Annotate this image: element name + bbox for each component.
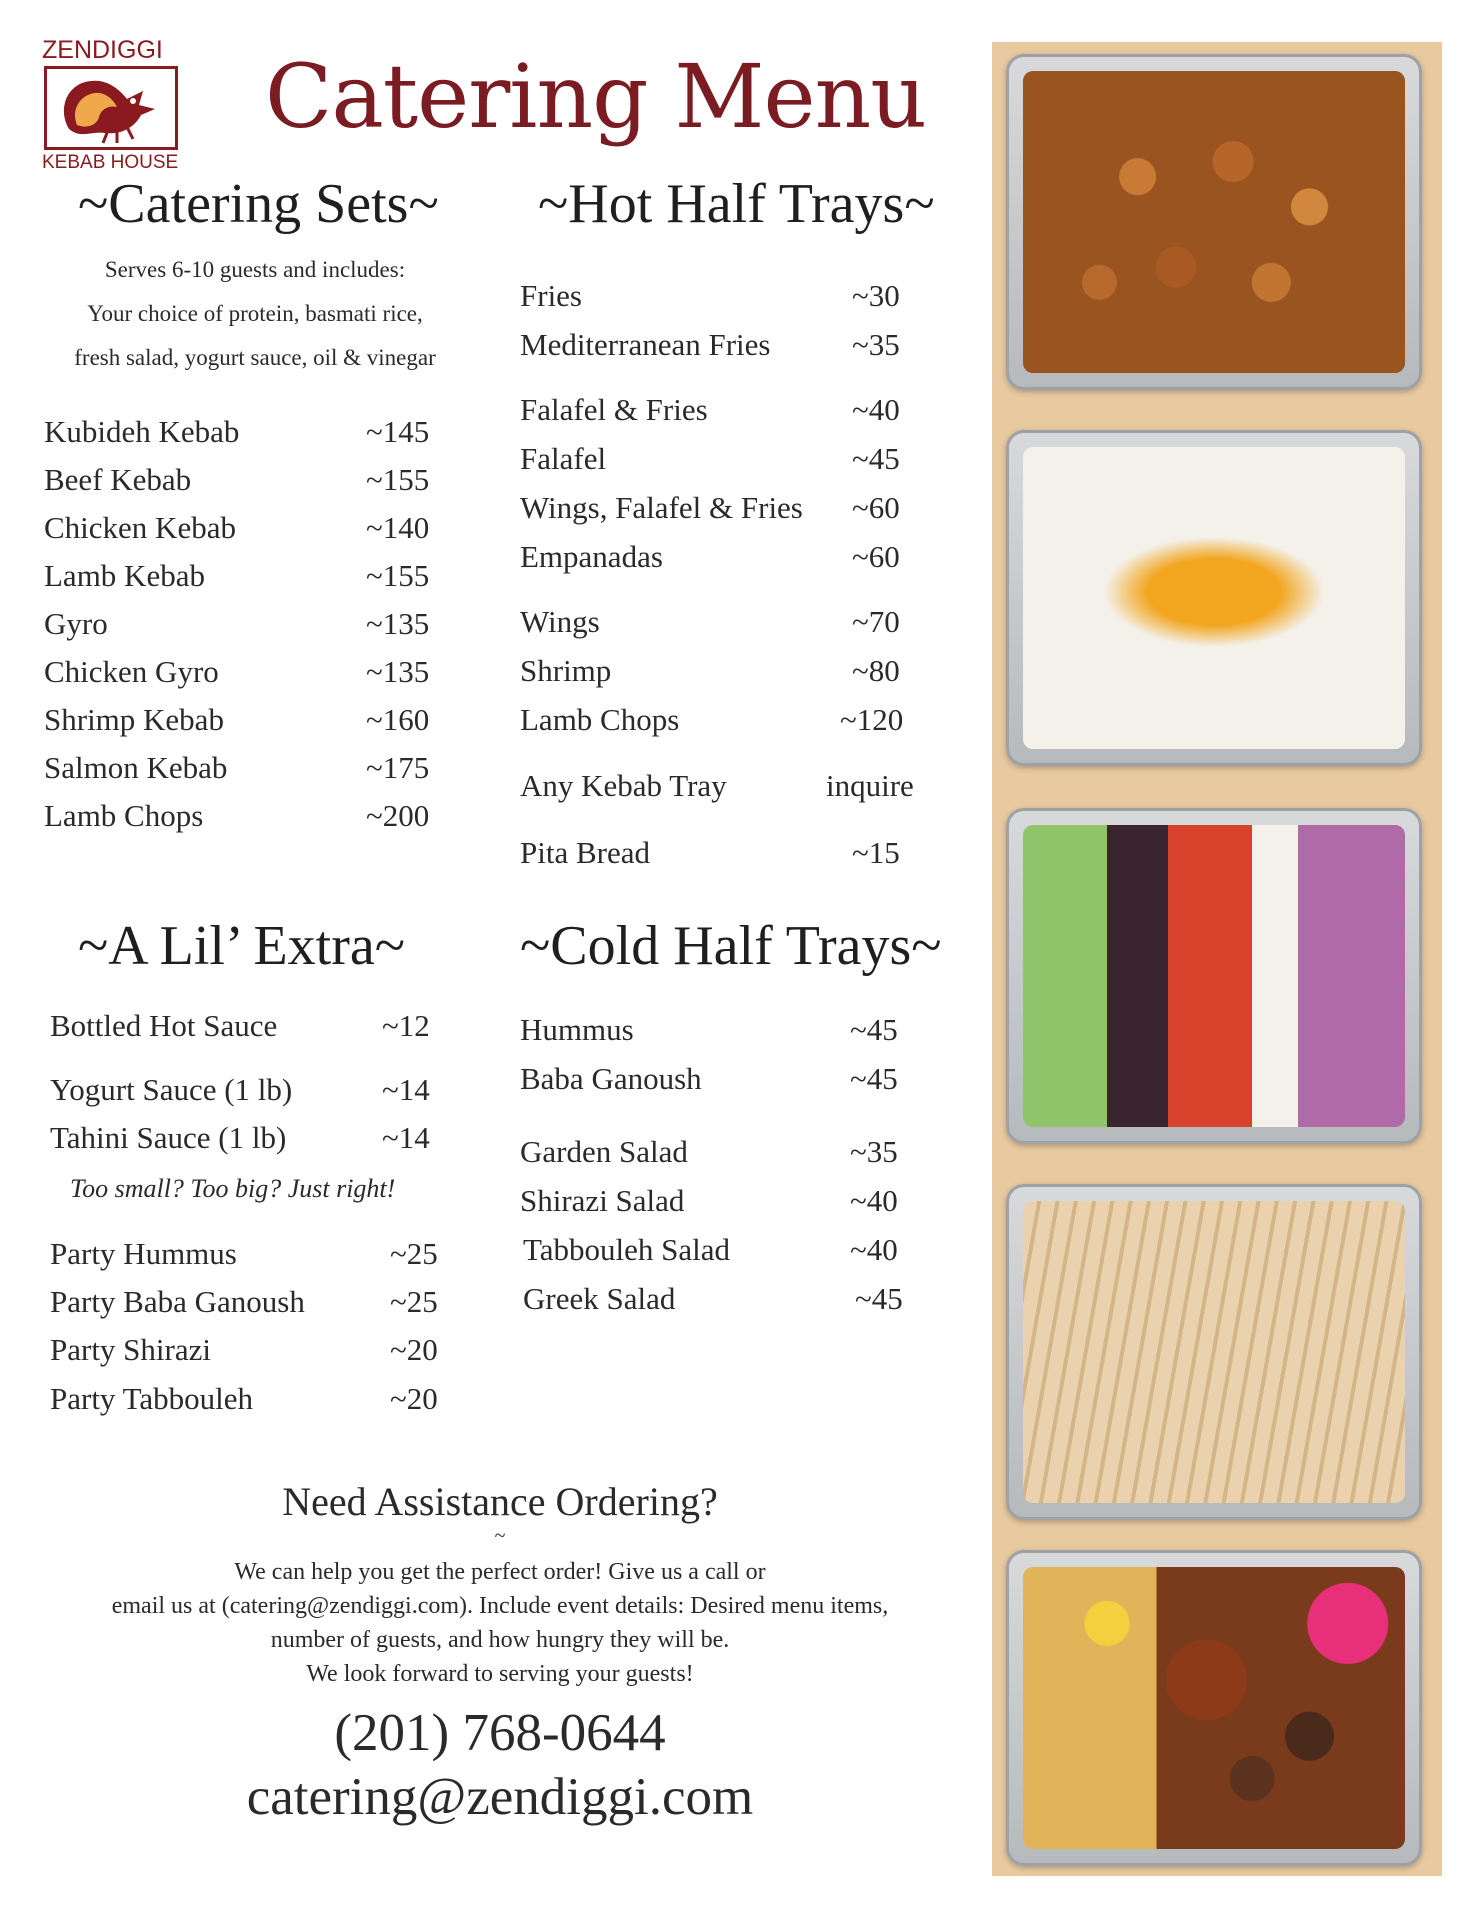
item-price: ~45 <box>855 1281 903 1316</box>
page-title: Catering Menu <box>265 45 926 148</box>
assistance-heading: Need Assistance Ordering? <box>282 1479 718 1524</box>
item-name: Chicken Kebab <box>44 510 236 545</box>
item-name: Shrimp <box>520 653 612 688</box>
menu-item <box>520 278 900 314</box>
item-name: Pita Bread <box>520 835 650 870</box>
menu-item <box>520 539 900 575</box>
item-price: ~35 <box>852 327 900 362</box>
intro-line: Serves 6-10 guests and includes: <box>104 257 406 282</box>
menu-item <box>50 1236 438 1272</box>
item-price: ~40 <box>850 1232 898 1267</box>
item-name: Shrimp Kebab <box>44 702 224 737</box>
menu-item <box>520 653 900 689</box>
phone-number[interactable]: (201) 768-0644 <box>334 1704 666 1762</box>
item-price: ~140 <box>366 510 430 545</box>
item-name: Tahini Sauce (1 lb) <box>50 1120 287 1155</box>
item-name: Tabbouleh Salad <box>523 1232 731 1267</box>
item-price: ~20 <box>390 1332 438 1367</box>
item-price: ~20 <box>390 1381 438 1416</box>
item-name: Garden Salad <box>520 1134 688 1169</box>
assistance-line: We look forward to serving your guests! <box>306 1661 694 1687</box>
item-name: Chicken Gyro <box>44 654 219 689</box>
item-price: ~200 <box>366 798 430 833</box>
item-name: Fries <box>520 278 582 313</box>
item-name: Greek Salad <box>523 1281 676 1316</box>
item-price: ~14 <box>382 1120 430 1155</box>
hot-half-trays-heading: ~Hot Half Trays~ <box>538 173 935 235</box>
assistance-section <box>40 1478 960 1827</box>
menu-item <box>44 414 430 450</box>
menu-item <box>520 490 900 526</box>
food-photo-column <box>992 42 1442 1876</box>
item-name: Lamb Chops <box>520 702 680 737</box>
menu-item <box>44 654 430 690</box>
item-name: Party Shirazi <box>50 1332 211 1367</box>
item-price: ~45 <box>850 1012 898 1047</box>
item-price: ~25 <box>390 1236 438 1271</box>
menu-item <box>50 1120 430 1156</box>
menu-item <box>520 1061 898 1097</box>
menu-item <box>44 798 430 834</box>
menu-item <box>520 1012 898 1048</box>
menu-item <box>520 702 904 738</box>
menu-item <box>520 835 900 871</box>
menu-item <box>44 462 430 498</box>
menu-item <box>520 327 900 363</box>
assistance-line: We can help you get the perfect order! Give us a call or <box>234 1559 766 1585</box>
item-price: ~35 <box>850 1134 898 1169</box>
menu-item <box>520 768 914 804</box>
logo-sub-text: KEBAB HOUSE <box>42 152 179 173</box>
item-name: Kubideh Kebab <box>44 414 240 449</box>
catering-sets-intro <box>40 248 470 380</box>
lil-extra-heading: ~A Lil’ Extra~ <box>78 915 406 977</box>
item-price: ~25 <box>390 1284 438 1319</box>
item-price: ~145 <box>366 414 430 449</box>
item-name: Lamb Chops <box>44 798 204 833</box>
item-price: ~45 <box>850 1061 898 1096</box>
item-price: inquire <box>826 768 914 803</box>
menu-item <box>50 1072 430 1108</box>
salad-tray-photo <box>1006 808 1422 1144</box>
cold-half-trays-heading: ~Cold Half Trays~ <box>520 915 942 977</box>
item-name: Lamb Kebab <box>44 558 205 593</box>
pita-tray-photo <box>1006 1184 1422 1520</box>
menu-item <box>44 510 430 546</box>
catering-sets-heading: ~Catering Sets~ <box>78 173 439 235</box>
dragon-emblem-icon <box>44 66 178 150</box>
logo-brand-text: ZENDIGGI <box>42 36 163 64</box>
item-name: Shirazi Salad <box>520 1183 685 1218</box>
item-name: Wings <box>520 604 600 639</box>
menu-item <box>523 1232 898 1268</box>
item-name: Salmon Kebab <box>44 750 228 785</box>
item-price: ~15 <box>852 835 900 870</box>
item-name: Any Kebab Tray <box>520 768 727 803</box>
item-name: Mediterranean Fries <box>520 327 771 362</box>
item-name: Party Baba Ganoush <box>50 1284 305 1319</box>
item-price: ~60 <box>852 539 900 574</box>
rice-tray-photo <box>1006 430 1422 766</box>
item-price: ~45 <box>852 441 900 476</box>
item-price: ~60 <box>852 490 900 525</box>
item-price: ~160 <box>366 702 430 737</box>
item-name: Falafel <box>520 441 607 476</box>
menu-item <box>520 441 900 477</box>
tagline: Too small? Too big? Just right! <box>70 1174 396 1203</box>
menu-item <box>520 1183 898 1219</box>
item-price: ~12 <box>382 1008 430 1043</box>
item-price: ~175 <box>366 750 430 785</box>
menu-item <box>44 750 430 786</box>
menu-item <box>50 1008 430 1044</box>
item-name: Party Tabbouleh <box>50 1381 254 1416</box>
item-price: ~135 <box>366 606 430 641</box>
item-price: ~40 <box>852 392 900 427</box>
item-name: Wings, Falafel & Fries <box>520 490 803 525</box>
assistance-divider: ~ <box>494 1525 506 1547</box>
item-name: Hummus <box>520 1012 634 1047</box>
wings-falafel-fries-tray-photo <box>1006 1550 1422 1866</box>
item-name: Beef Kebab <box>44 462 192 497</box>
assistance-line: email us at (catering@zendiggi.com). Include event details: Desired menu items, <box>111 1593 889 1619</box>
item-name: Empanadas <box>520 539 663 574</box>
intro-line: fresh salad, yogurt sauce, oil & vinegar <box>74 345 436 370</box>
menu-item <box>44 606 430 642</box>
menu-item <box>50 1284 438 1320</box>
menu-item <box>50 1332 438 1368</box>
item-price: ~135 <box>366 654 430 689</box>
assistance-line: number of guests, and how hungry they will be. <box>270 1627 730 1653</box>
menu-item <box>50 1381 438 1417</box>
menu-item <box>520 1134 898 1170</box>
chicken-tray-photo <box>1006 54 1422 390</box>
assistance-text <box>40 1555 960 1691</box>
menu-item <box>520 392 900 428</box>
item-price: ~40 <box>850 1183 898 1218</box>
brand-logo <box>42 38 182 174</box>
item-price: ~155 <box>366 558 430 593</box>
intro-line: Your choice of protein, basmati rice, <box>87 301 423 326</box>
item-name: Baba Ganoush <box>520 1061 702 1096</box>
item-name: Falafel & Fries <box>520 392 708 427</box>
item-name: Bottled Hot Sauce <box>50 1008 278 1043</box>
item-name: Yogurt Sauce (1 lb) <box>50 1072 293 1107</box>
menu-item <box>520 604 900 640</box>
item-price: ~30 <box>852 278 900 313</box>
email-address[interactable]: catering@zendiggi.com <box>246 1768 754 1826</box>
item-price: ~120 <box>840 702 904 737</box>
item-price: ~155 <box>366 462 430 497</box>
menu-item <box>44 558 430 594</box>
item-price: ~14 <box>382 1072 430 1107</box>
item-name: Gyro <box>44 606 108 641</box>
item-name: Party Hummus <box>50 1236 237 1271</box>
item-price: ~80 <box>852 653 900 688</box>
item-price: ~70 <box>852 604 900 639</box>
menu-item <box>523 1281 903 1317</box>
menu-item <box>44 702 430 738</box>
